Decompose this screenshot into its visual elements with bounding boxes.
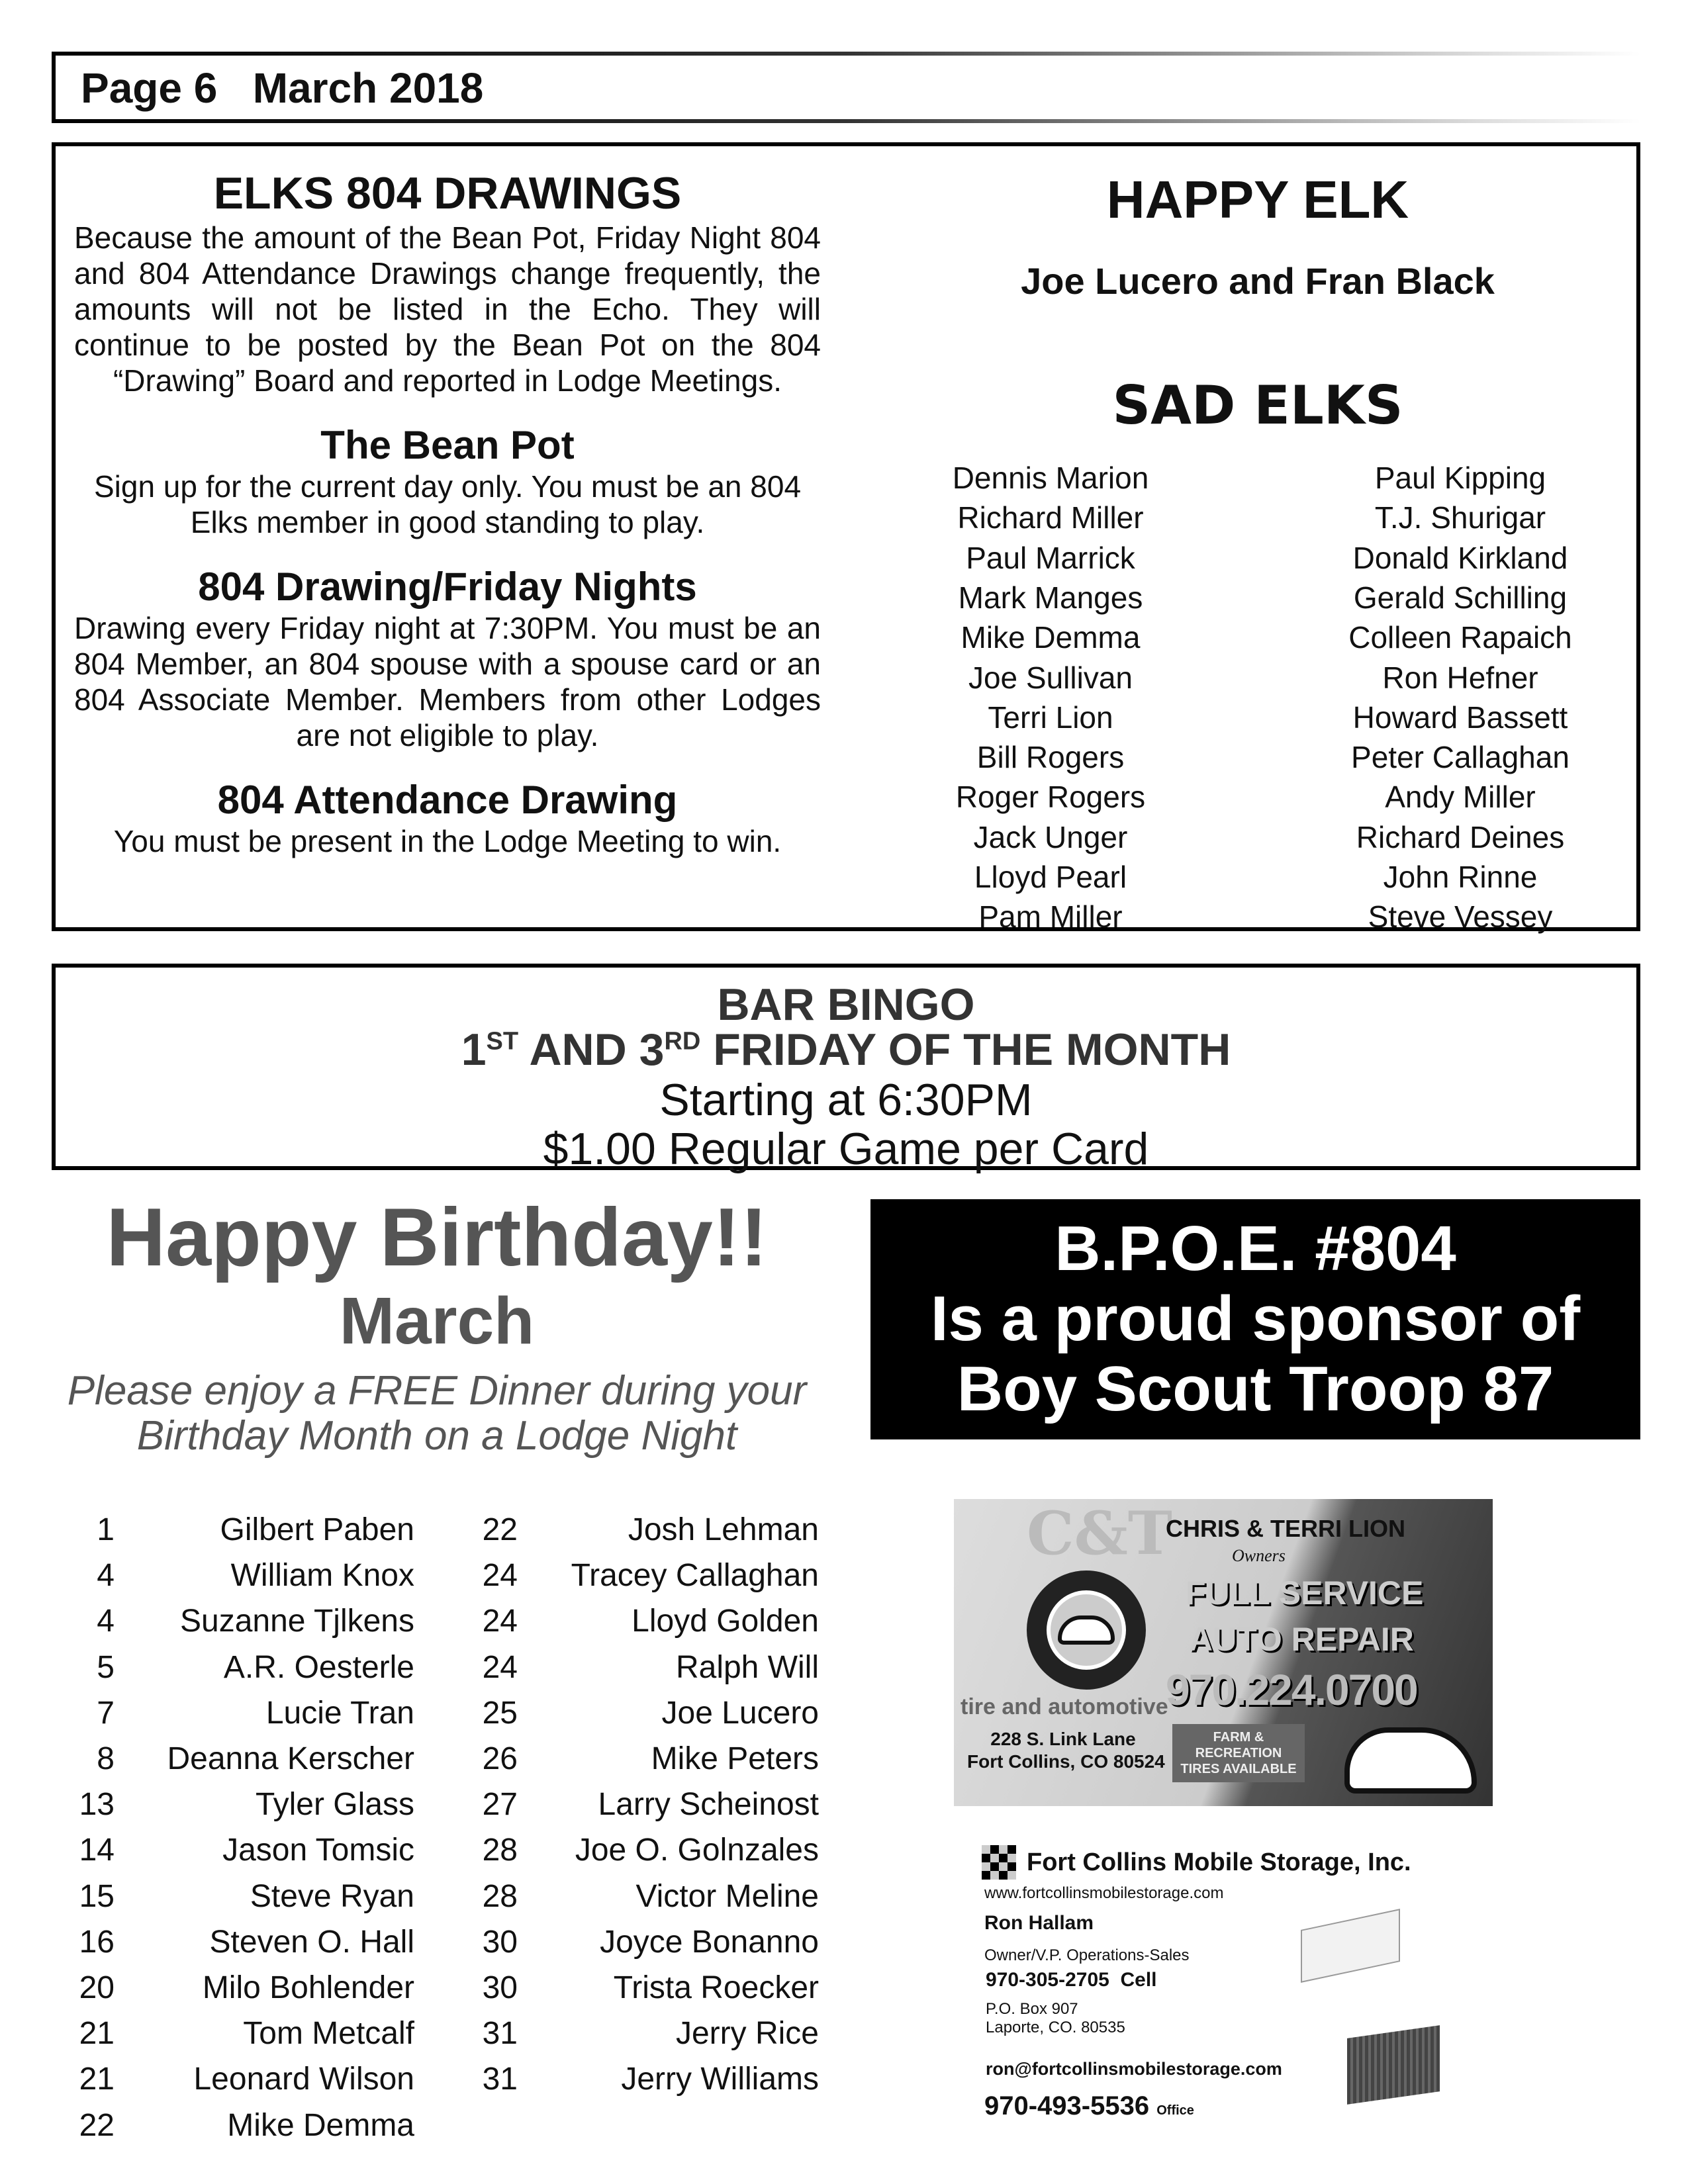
birthday-day: 15 xyxy=(79,1878,115,1914)
birthday-name: Steven O. Hall xyxy=(209,1924,414,1960)
drawings-title: ELKS 804 DRAWINGS xyxy=(213,168,682,218)
sad-elk-name: T.J. Shurigar xyxy=(1374,500,1546,535)
bingo-schedule-part: FRIDAY OF THE MONTH xyxy=(700,1024,1231,1075)
birthday-name: Jerry Williams xyxy=(621,2062,819,2097)
friday-text: Drawing every Friday night at 7:30PM. You must be an 804 Member, an 804 spouse with a spouse card or an 804 Associate Member. Members from other Lodges are not eligible to play. xyxy=(74,611,821,752)
car-icon xyxy=(1344,1727,1477,1794)
birthday-title: Happy Birthday!! xyxy=(106,1192,768,1283)
bingo-start-time: Starting at 6:30PM xyxy=(659,1075,1033,1125)
ct-phone: 970.224.0700 xyxy=(1166,1665,1417,1714)
birthday-name: Jason Tomsic xyxy=(222,1833,414,1868)
birthday-day: 24 xyxy=(482,1604,518,1639)
birthday-day: 30 xyxy=(482,1924,518,1960)
office-label: Office xyxy=(1156,2103,1194,2118)
sad-elk-name: Jack Unger xyxy=(973,819,1128,854)
birthday-name: Joyce Bonanno xyxy=(600,1924,819,1960)
header-rule-left xyxy=(52,52,56,123)
sad-elk-name: Bill Rogers xyxy=(976,740,1125,775)
birthday-day: 14 xyxy=(79,1833,115,1868)
storage-address xyxy=(986,2000,1125,2037)
birthday-name: Suzanne Tjlkens xyxy=(180,1604,414,1639)
checkered-logo-icon xyxy=(982,1845,1016,1880)
bar-bingo-box xyxy=(52,964,1640,1174)
ct-arc-text: tire and automotive xyxy=(961,1694,1168,1719)
sad-elk-name: Pam Miller xyxy=(978,899,1123,934)
birthday-day: 4 xyxy=(97,1604,115,1639)
storage-email[interactable]: ron@fortcollinsmobilestorage.com xyxy=(986,2059,1282,2079)
birthday-name: Victor Meline xyxy=(635,1878,819,1914)
bingo-sup: ST xyxy=(486,1027,519,1056)
birthday-day: 22 xyxy=(482,1512,518,1547)
birthday-day: 28 xyxy=(482,1878,518,1914)
birthday-name: Lloyd Golden xyxy=(632,1604,819,1639)
sad-elk-name: Joe Sullivan xyxy=(968,660,1133,695)
sad-elk-name: John Rinne xyxy=(1383,860,1538,894)
birthday-day: 1 xyxy=(97,1512,115,1547)
birthday-name: Lucie Tran xyxy=(265,1695,414,1731)
sad-elk-name: Paul Kipping xyxy=(1374,461,1546,495)
birthday-day: 31 xyxy=(482,2016,518,2052)
birthday-day: 21 xyxy=(79,2062,115,2097)
ct-service1: FULL SERVICE xyxy=(1186,1574,1424,1612)
storage-contact-title: Owner/V.P. Operations-Sales xyxy=(984,1946,1190,1964)
birthday-name: Tracey Callaghan xyxy=(571,1558,819,1594)
ct-owners-name: CHRIS & TERRI LION xyxy=(1166,1515,1406,1542)
bingo-schedule-part: 1 xyxy=(461,1024,487,1075)
birthday-note: Please enjoy a FREE Dinner during your Birthday Month on a Lodge Night xyxy=(67,1368,807,1459)
birthday-day: 8 xyxy=(97,1741,115,1776)
ct-tire-ad xyxy=(954,1499,1493,1806)
header-rule-top xyxy=(52,52,1640,56)
birthday-name: Josh Lehman xyxy=(628,1512,819,1547)
birthday-name: Mike Peters xyxy=(651,1741,819,1776)
storage-website[interactable]: www.fortcollinsmobilestorage.com xyxy=(984,1884,1224,1902)
attendance-text: You must be present in the Lodge Meeting to win. xyxy=(113,824,782,858)
birthday-day: 27 xyxy=(482,1787,518,1823)
storage-company: Fort Collins Mobile Storage, Inc. xyxy=(1027,1848,1411,1876)
birthday-name: Larry Scheinost xyxy=(598,1787,819,1823)
bingo-price: $1.00 Regular Game per Card xyxy=(543,1124,1149,1174)
sad-elk-name: Gerald Schilling xyxy=(1353,580,1568,615)
birthday-day: 25 xyxy=(482,1695,518,1731)
sad-elk-name: Donald Kirkland xyxy=(1352,540,1568,575)
sad-elk-name: Peter Callaghan xyxy=(1351,740,1570,775)
birthday-name: Milo Bohlender xyxy=(202,1970,414,2005)
bean-pot-title: The Bean Pot xyxy=(320,423,575,467)
ct-owners-label: Owners xyxy=(1232,1546,1286,1565)
sad-elk-name: Howard Bassett xyxy=(1352,700,1568,735)
birthday-day: 30 xyxy=(482,1970,518,2005)
bingo-schedule-part: AND 3 xyxy=(518,1024,665,1075)
birthday-name: Leonard Wilson xyxy=(193,2062,414,2097)
storage-po-box: P.O. Box 907 xyxy=(986,2000,1078,2018)
bingo-sup: RD xyxy=(664,1027,701,1056)
birthday-day: 24 xyxy=(482,1649,518,1685)
birthday-name: Tom Metcalf xyxy=(243,2016,414,2052)
birthday-name: Gilbert Paben xyxy=(220,1512,414,1547)
birthday-day: 26 xyxy=(482,1741,518,1776)
sad-elk-name: Richard Miller xyxy=(957,500,1144,535)
birthday-day: 31 xyxy=(482,2062,518,2097)
bingo-schedule xyxy=(56,1024,1636,1075)
header-rule-bottom xyxy=(52,119,1640,123)
sad-elk-name: Roger Rogers xyxy=(955,780,1146,815)
drawings-column xyxy=(74,167,821,859)
birthday-header xyxy=(40,1191,834,1459)
office-phone-number: 970-493-5536 xyxy=(984,2091,1150,2120)
friday-title: 804 Drawing/Friday Nights xyxy=(198,565,697,609)
birthday-name: Ralph Will xyxy=(675,1649,819,1685)
birthday-day: 21 xyxy=(79,2016,115,2052)
attendance-title: 804 Attendance Drawing xyxy=(217,778,678,822)
birthday-month: March xyxy=(339,1284,535,1358)
sad-elk-name: Terri Lion xyxy=(988,700,1113,735)
birthday-day: 4 xyxy=(97,1558,115,1594)
bpoe-line1: B.P.O.E. #804 xyxy=(1055,1213,1456,1284)
birthday-day: 16 xyxy=(79,1924,115,1960)
birthday-day: 7 xyxy=(97,1695,115,1731)
ct-address1: 228 S. Link Lane xyxy=(990,1729,1136,1749)
ct-farm-tires-burst: FARM & RECREATION TIRES AVAILABLE xyxy=(1172,1724,1305,1782)
ct-service2: AUTO REPAIR xyxy=(1189,1621,1414,1658)
sad-elk-name: Steve Vessey xyxy=(1368,899,1553,934)
birthday-day: 22 xyxy=(79,2107,115,2143)
sad-elk-name: Mike Demma xyxy=(961,620,1141,655)
birthday-name: A.R. Oesterle xyxy=(223,1649,414,1685)
birthday-name: Steve Ryan xyxy=(250,1878,414,1914)
sad-elk-name: Lloyd Pearl xyxy=(974,860,1127,894)
trailer-image xyxy=(1301,1909,1400,1983)
bingo-title: BAR BINGO xyxy=(717,979,975,1030)
storage-cell: 970-305-2705 Cell xyxy=(986,1969,1157,1991)
happy-elk-names: Joe Lucero and Fran Black xyxy=(1021,260,1495,302)
birthday-name: Deanna Kerscher xyxy=(167,1741,414,1776)
ct-logo: C&T xyxy=(1027,1499,1172,1569)
mobile-storage-ad xyxy=(976,1827,1499,2131)
bpoe-sponsor-banner xyxy=(870,1199,1640,1439)
birthday-name: Joe O. Golnzales xyxy=(575,1833,819,1868)
sad-elk-name: Richard Deines xyxy=(1356,819,1565,854)
birthday-day: 13 xyxy=(79,1787,115,1823)
sad-elk-name: Andy Miller xyxy=(1385,780,1536,815)
birthday-day: 5 xyxy=(97,1649,115,1685)
birthday-name: Jerry Rice xyxy=(675,2016,819,2052)
sad-elk-name: Mark Manges xyxy=(958,580,1143,615)
birthday-name: Mike Demma xyxy=(227,2107,414,2143)
birthday-day: 20 xyxy=(79,1970,115,2005)
page-label: Page 6 March 2018 xyxy=(81,64,484,112)
ct-address2: Fort Collins, CO 80524 xyxy=(967,1751,1165,1772)
storage-office-phone xyxy=(984,2090,1194,2126)
happy-elk-title: HAPPY ELK xyxy=(1106,170,1409,229)
bpoe-line2: Is a proud sponsor of xyxy=(930,1283,1581,1354)
drawings-intro: Because the amount of the Bean Pot, Friday Night 804 and 804 Attendance Drawings change frequently, the amounts will not be listed in the Echo. They will continue to be posted by the Bean Pot on the 804 “Drawing” Board and reported in Lodge Meetings. xyxy=(74,220,821,398)
storage-contact-name: Ron Hallam xyxy=(984,1912,1094,1934)
sad-elk-name: Dennis Marion xyxy=(952,461,1149,495)
sad-elk-name: Ron Hefner xyxy=(1382,660,1538,695)
bpoe-line3: Boy Scout Troop 87 xyxy=(957,1353,1554,1424)
storage-city: Laporte, CO. 80535 xyxy=(986,2019,1125,2036)
sad-elk-name: Colleen Rapaich xyxy=(1348,620,1572,655)
shipping-container-image xyxy=(1347,2025,1440,2105)
birthday-day: 28 xyxy=(482,1833,518,1868)
ct-address xyxy=(967,1728,1165,1773)
birthday-day: 24 xyxy=(482,1558,518,1594)
bean-pot-text: Sign up for the current day only. You must be an 804 Elks member in good standing to play. xyxy=(93,469,802,539)
birthday-name: Trista Roecker xyxy=(613,1970,819,2005)
birthday-name: William Knox xyxy=(230,1558,414,1594)
sad-elk-name: Paul Marrick xyxy=(966,540,1135,575)
sad-elks-title: SAD ELKS xyxy=(1112,375,1403,436)
birthday-name: Tyler Glass xyxy=(255,1787,414,1823)
birthday-name: Joe Lucero xyxy=(661,1695,819,1731)
